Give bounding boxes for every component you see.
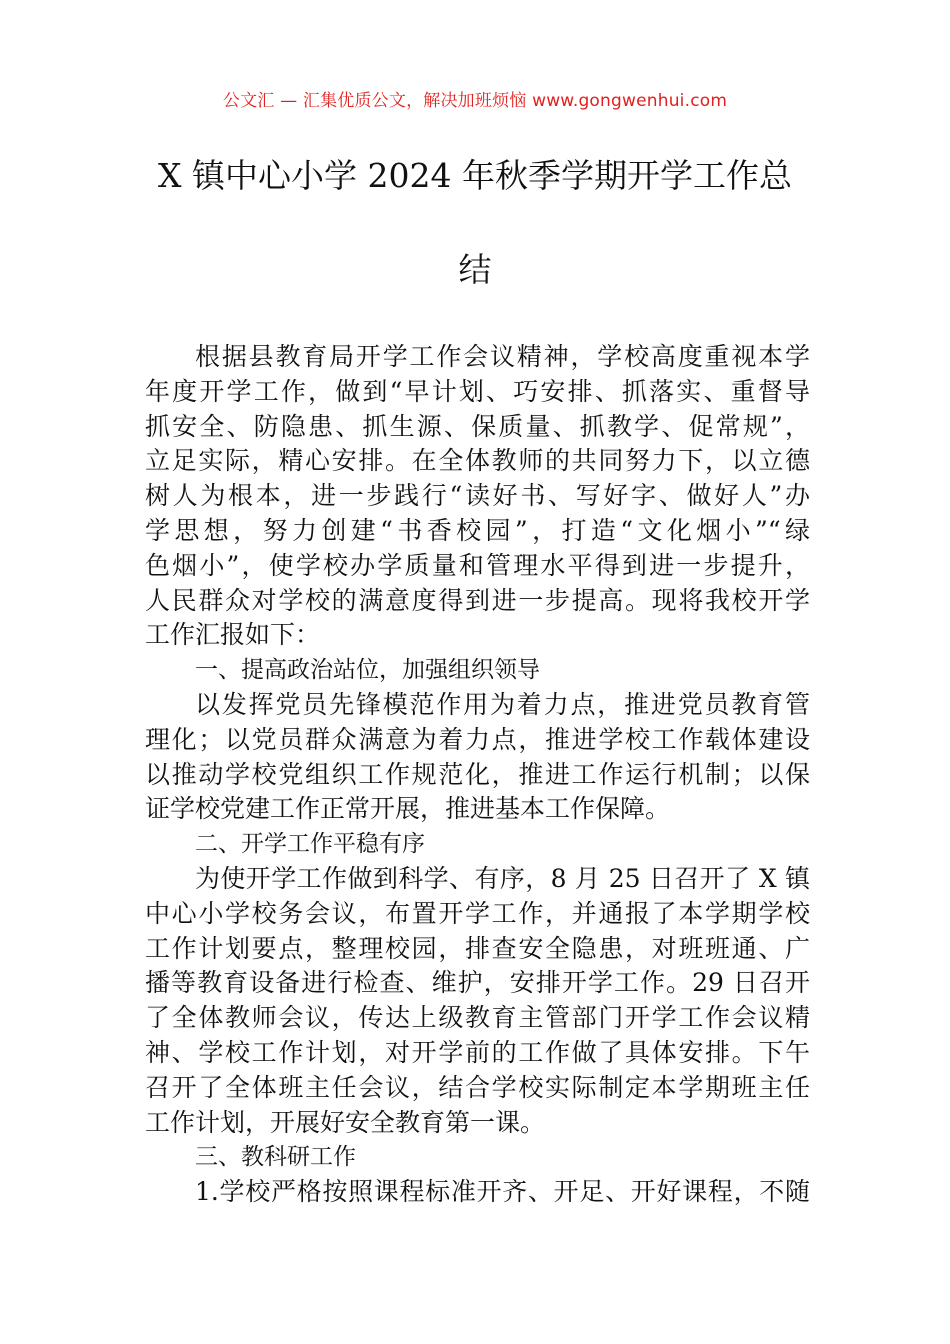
body-text-line: 工作汇报如下：: [145, 620, 321, 650]
body-text-line: 理化；以党员群众满意为着力点，推进学校工作载体建设: [145, 724, 810, 754]
section-heading: 二、开学工作平稳有序: [195, 831, 425, 858]
body-text-line: 抓安全、防隐患、抓生源、保质量、抓教学、促常规”，: [145, 411, 810, 441]
body-text-line: 工作计划，开展好安全教育第一课。: [145, 1107, 546, 1137]
document-body: [145, 340, 810, 1210]
body-text-line: 以发挥党员先锋模范作用为着力点，推进党员教育管: [195, 689, 810, 719]
body-text-line: 立足实际，精心安排。在全体教师的共同努力下，以立德: [145, 446, 810, 476]
body-text-line: 根据县教育局开学工作会议精神，学校高度重视本学: [195, 342, 810, 371]
body-text-line: 召开了全体班主任会议，结合学校实际制定本学期班主任: [145, 1072, 810, 1102]
body-text-line: 学思想，努力创建“书香校园”，打造“文化烟小”“绿: [145, 515, 810, 545]
body-text-line: 以推动学校党组织工作规范化，推进工作运行机制；以保: [145, 759, 810, 789]
body-text-line: 人民群众对学校的满意度得到进一步提高。现将我校开学: [145, 585, 810, 615]
document-title-line-1: X 镇中心小学 2024 年秋季学期开学工作总: [158, 156, 792, 195]
section-heading: 一、提高政治站位，加强组织领导: [195, 657, 540, 684]
body-text-line: 为使开学工作做到科学、有序，8 月 25 日召开了 X 镇: [195, 863, 810, 893]
body-text-line: 色烟小”，使学校办学质量和管理水平得到进一步提升，: [145, 550, 810, 580]
body-text-line: 1.学校严格按照课程标准开齐、开足、开好课程，不随: [195, 1177, 810, 1207]
body-text-line: 中心小学校务会议，布置开学工作，并通报了本学期学校: [145, 898, 810, 928]
body-text-line: 工作计划要点，整理校园，排查安全隐患，对班班通、广: [145, 933, 810, 963]
header-banner-link[interactable]: 公文汇 — 汇集优质公文，解决加班烦恼 www.gongwenhui.com: [222, 91, 728, 111]
body-text-line: 树人为根本，进一步践行“读好书、写好字、做好人”办: [145, 481, 810, 511]
body-text-line: 神、学校工作计划，对开学前的工作做了具体安排。下午: [145, 1037, 810, 1067]
document-title-line-2: 结: [458, 250, 492, 289]
body-text-line: 年度开学工作，做到“早计划、巧安排、抓落实、重督导: [145, 376, 810, 406]
body-text-line: 播等教育设备进行检查、维护，安排开学工作。29 日召开: [145, 968, 810, 998]
body-text-line: 证学校党建工作正常开展，推进基本工作保障。: [145, 794, 671, 824]
body-text-line: 了全体教师会议，传达上级教育主管部门开学工作会议精: [145, 1003, 810, 1033]
section-heading: 三、教科研工作: [195, 1144, 356, 1171]
